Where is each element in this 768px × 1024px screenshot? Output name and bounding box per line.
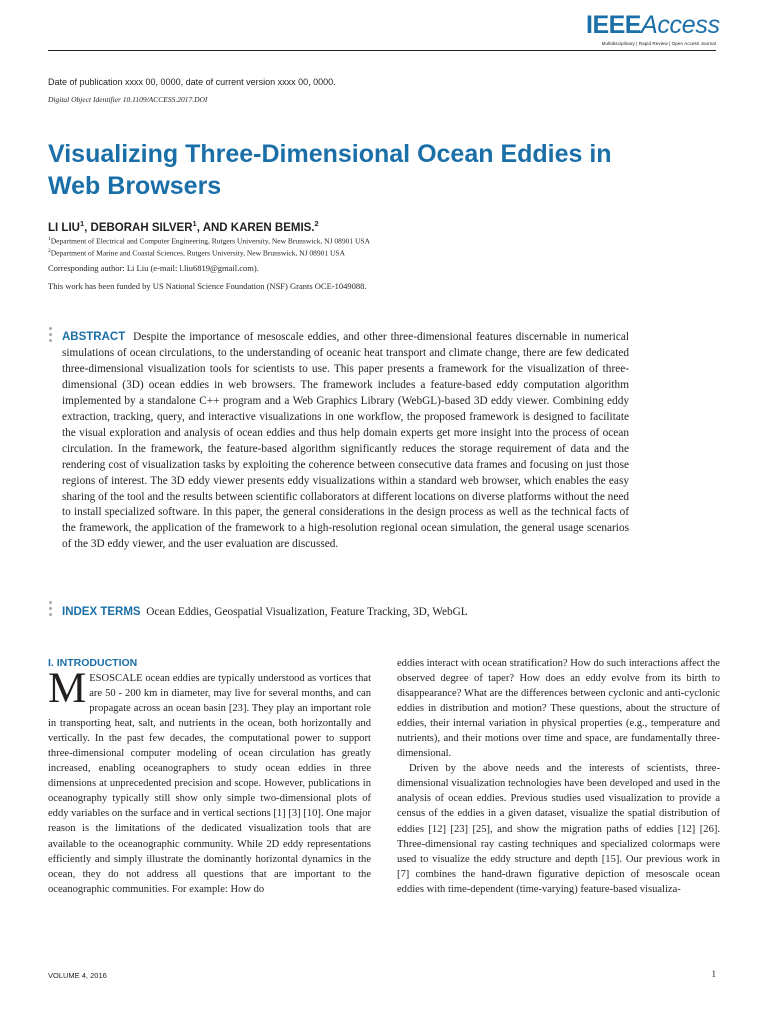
- abstract-text: Despite the importance of mesoscale eddies, and other three-dimensional features discernable in numerical simulations of ocean circulations, to the understanding of oceanic heat transport and climate change, there are few dedicated three-dimensional visualization tools for scientists to use. This paper presents a framework for the visualization of three-dimensional (3D) ocean eddies in web browsers. The framework includes a feature-based eddy computation algorithm implemented by a standalone C++ program and a Web Graphics Library (WebGL)-based 3D eddy viewer. Combining eddy extraction, tracking, query, and interactive visualizations in one workflow, the proposed framework is designed to facilitate the visual exploration and analysis of ocean eddies and thus help domain experts get more insight into the process of ocean circulation. In the framework, the feature-based algorithm significantly reduces the storage requirement of data and the rendering cost of visualization tasks by exploiting the coherence between consecutive data frames and focusing on just those regions of interest. The 3D eddy viewer presents eddy visualizations within a standard web browser, which enables the easy sharing of the tool and the results between scientific collaborators at different locations on diverse platforms without the need to install specialized software. In this paper, the general considerations in the design process as well as the technical facts of the framework, the application of the framework to a high-resolution regional ocean simulation, the general usage scenarios of the 3D eddy viewer, and the user evaluation are discussed.: [62, 331, 629, 551]
- index-terms-dots-icon: [48, 601, 53, 619]
- author-list: [48, 219, 319, 234]
- author-affil-mark: 1: [79, 219, 85, 228]
- author-separator: ,: [84, 221, 91, 234]
- author-separator: ,: [196, 221, 203, 234]
- paper-title: Visualizing Three-Dimensional Ocean Eddies in Web Browsers: [48, 140, 612, 200]
- index-terms: [62, 606, 468, 618]
- header-rule: [48, 50, 716, 51]
- author-affil-mark: 2: [314, 219, 319, 228]
- logo-ieee-text: IEEE: [586, 11, 641, 39]
- author-name: LI LIU: [48, 221, 80, 234]
- affiliation: [48, 236, 370, 246]
- paragraph-text: ESOSCALE ocean eddies are typically understood as vortices that are 50 - 200 km in diameter, may live for several months, and can propagate across an ocean basin [23]. They play an important role in transporting heat, salt, and nutrients in the ocean, both horizontally and vertically. In the past few decades, the computational power to support three-dimensional computer modeling of ocean circulation has greatly increased, enabling oceanographers to study ocean eddies in three dimensions at unprecedented precision and scope. However, publications in oceanography typically still show only simple two-dimensional plots of eddy variables on the surface and in vertical sections [1] [3] [10]. One major reason is the limitations of the dedicated visualization tools that are available to the oceanographic community. While 2D eddy representations efficiently and simply illustrate the dominantly horizontal dynamics in the ocean, they do not address all questions that are important to the oceanographic communities. For example: How do: [48, 673, 371, 895]
- publication-date: Date of publication xxxx 00, 0000, date of current version xxxx 00, 0000.: [48, 77, 336, 87]
- affiliation: [48, 248, 345, 258]
- body-paragraph: Driven by the above needs and the interests of scientists, three-dimensional visualization technologies have been developed and used in the analysis of ocean eddies. Previous studies used visualization to provide a census of the eddies in a given dataset, visualize the spatial distribution of eddies [12] [23] [25], and show the migration paths of eddies [12] [26]. Three-dimensional ray casting techniques and specialized colormaps were used to visualize the eddy structure and depth [15]. Our previous work in [7] combines the hand-drawn figurative depiction of mesoscale ocean eddies with time-dependent (time-varying) feature-based visualiza-: [397, 763, 720, 895]
- volume-footer: VOLUME 4, 2016: [48, 971, 107, 980]
- affiliation-mark: 2: [48, 248, 51, 254]
- author-name: AND KAREN BEMIS.: [202, 221, 315, 234]
- affiliation-mark: 1: [48, 236, 51, 242]
- affiliation-text: Department of Marine and Coastal Sciences, Rutgers University, New Brunswick, NJ 08901 USA: [50, 248, 346, 258]
- logo-tagline: Multidisciplinary | Rapid Review | Open Access Journal: [601, 41, 716, 46]
- body-paragraph: [48, 665, 371, 897]
- author-affil-mark: 1: [192, 219, 197, 228]
- body-paragraph: eddies interact with ocean stratification? How do such interactions affect the observed degree of taper? How does an eddy evolve from its birth to disappearance? What are the differences between cyclonic and anti-cyclonic eddies in distribution and motion? These questions, about the structure of eddies, their internal variation in physical properties (e.g., temperature and nutrients), and their motions over time and space, are fundamentally three-dimensional.: [397, 658, 720, 760]
- abstract-dots-icon: [48, 327, 53, 345]
- abstract: [62, 330, 629, 553]
- section-heading: I. INTRODUCTION: [48, 657, 138, 669]
- body-column-left: [48, 665, 371, 897]
- author-name: DEBORAH SILVER: [90, 221, 193, 234]
- journal-logo: [586, 11, 720, 46]
- index-terms-text: Ocean Eddies, Geospatial Visualization, Feature Tracking, 3D, WebGL: [146, 606, 468, 618]
- index-terms-label: INDEX TERMS: [62, 606, 141, 618]
- logo-access-text: Access: [640, 11, 720, 39]
- page-number: 1: [711, 969, 716, 979]
- corresponding-author: Corresponding author: Li Liu (e-mail: l.liu6819@gmail.com).: [48, 263, 259, 273]
- drop-cap: M: [48, 665, 87, 712]
- abstract-label: ABSTRACT: [62, 331, 126, 343]
- funding-note: This work has been funded by US National Science Foundation (NSF) Grants OCE-1049088.: [48, 281, 367, 291]
- body-column-right: [397, 656, 720, 897]
- affiliation-text: Department of Electrical and Computer Engineering, Rutgers University, New Brunswick, NJ 08901 USA: [50, 236, 370, 246]
- doi-line: Digital Object Identifier 10.1109/ACCESS.2017.DOI: [48, 95, 208, 104]
